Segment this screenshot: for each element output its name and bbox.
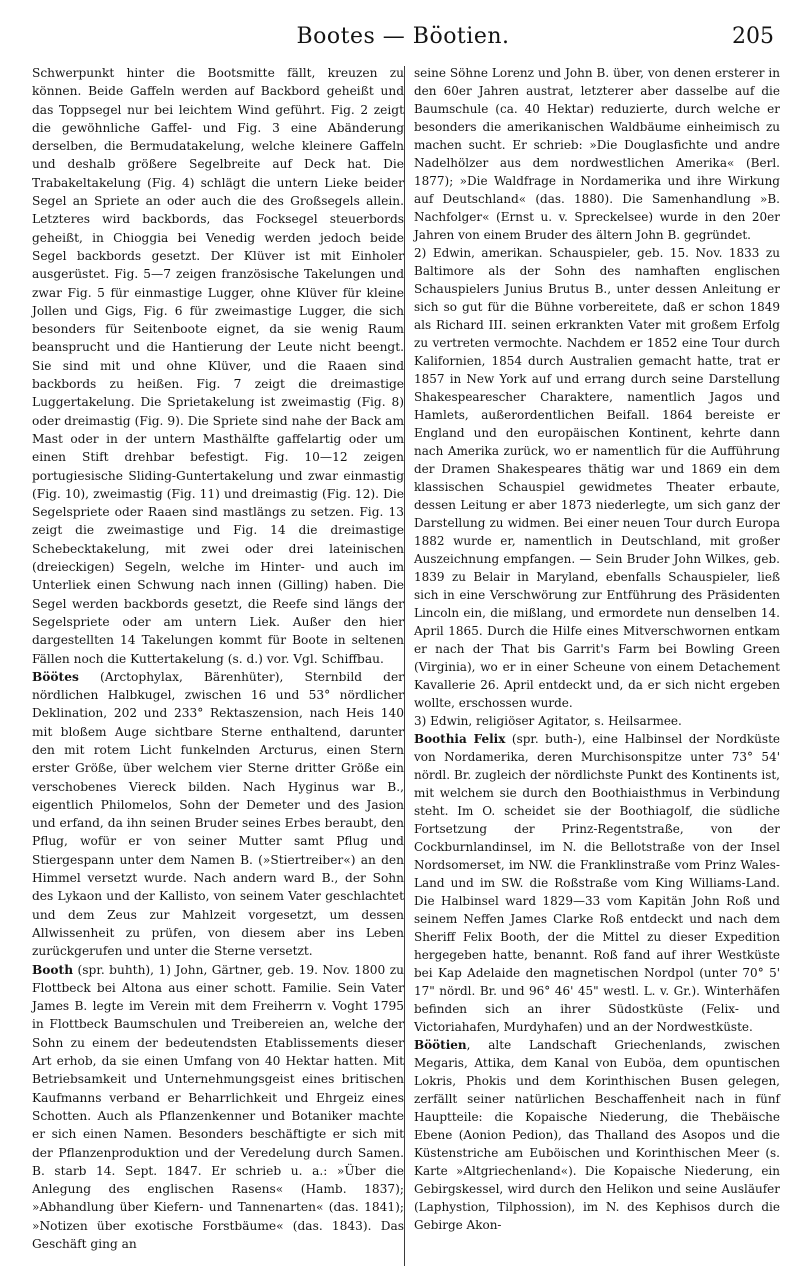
right-column (414, 64, 780, 1234)
headword-boothia-felix: Boothia Felix (414, 732, 506, 746)
entry-boeoetes (32, 668, 404, 961)
entry-booth-edwin-agitator: 3) Edwin, religiöser Agitator, s. Heilsarmee. (414, 714, 682, 728)
entry-boothia-felix-text: (spr. buth-), eine Halbinsel der Nordküste von Nordamerika, deren Murchisonspitze unter 73° 54' nördl. Br. zugleich der nördlichste Punkt des Kontinents ist, mit welchem sie durch den Boothiaisthmus in Verbindung steht. Im O. scheidet sie der Boothiagolf, die südliche Fortsetzung der Prinz-Regentstraße, von der Cockburnlandinsel, im N. die Bellotstraße von der Insel Nordsomerset, im NW. die Franklinstraße vom Prinz Wales-Land und im SW. die Roßstraße vom King Williams-Land. Die Halbinsel ward 1829—33 vom Kapitän John Roß und seinem Neffen James Clarke Roß entdeckt und nach dem Sheriff Felix Booth, der die Mittel zu dieser Expedition hergegeben hatte, benannt. Roß fand auf ihrer Westküste bei Kap Adelaide den magnetischen Nordpol (unter 70° 5' 17" nördl. Br. und 96° 46' 45" westl. L. v. Gr.). Winterhäfen befinden sich an ihrer Südostküste (Felix- und Victoriahafen, Murdyhafen) und an der Nordwestküste. (414, 732, 780, 1034)
entry-booth (32, 961, 404, 1254)
entry-boothia-felix (414, 730, 780, 1036)
headword-booth: Booth (32, 962, 74, 977)
entry-booth-text: (spr. buhth), 1) John, Gärtner, geb. 19. Nov. 1800 zu Flottbeck bei Altona aus einer schott. Familie. Sein Vater James B. legte im Verein mit dem Freiherrn v. Voght 1795 in Flottbeck Baumschulen und Treibereien an, welche der Sohn zu einem der bedeutendsten Etablissements dieser Art erhob, da sie einen Umfang von 40 Hektar hatten. Mit Betriebsamkeit und Unternehmungsgeist eines britischen Kaufmanns verband er Beharrlichkeit und Ehrgeiz eines Schotten. Auch als Pflanzenkenner und Botaniker machte er sich einen Namen. Besonders beschäftigte er sich mit der Pflanzenproduktion und der Veredelung durch Samen. B. starb 14. Sept. 1847. Er schrieb u. a.: »Über die Anlegung des englischen Rasens« (Hamb. 1837); »Abhandlung über Kiefern- und Tannenarten« (das. 1841); »Notizen über exotische Forstbäume« (das. 1843). Das Geschäft ging an (32, 962, 404, 1251)
entry-boeotien (414, 1036, 780, 1234)
entry-boeotien-text: , alte Landschaft Griechenlands, zwischen Megaris, Attika, dem Kanal von Euböa, dem opuntischen Lokris, Phokis und dem Korinthischen Busen gelegen, zerfällt seiner natürlichen Beschaffenheit nach in fünf Hauptteile: die Kopaische Niederung, die Thebäische Ebene (Aonion Pedion), das Thalland des Asopos und die Küstenstriche am Euböischen und Korinthischen Meer (s. Karte »Altgriechenland«). Die Kopaische Niederung, ein Gebirgskessel, wird durch den Helikon und seine Ausläufer (Laphystion, Tilphossion), im N. des Kephisos durch die Gebirge Akon- (414, 1038, 780, 1232)
entry-bootes-continuation: Schwerpunkt hinter die Bootsmitte fällt, kreuzen zu können. Beide Gaffeln werden auf Backbord geheißt und das Toppsegel nur bei leichtem Wind geführt. Fig. 2 zeigt die gewöhnliche Gaffel- und Fig. 3 eine Abänderung derselben, die Bermudatakelung, welche kleinere Gaffeln und deshalb größere Segelbreite auf Deck hat. Die Trabakeltakelung (Fig. 4) schlägt die untern Lieke beider Segel an Spriete an oder auch die des Großsegels allein. Letzteres wird backbords, das Focksegel steuerbords geheißt, in Chioggia bei Venedig werden jedoch beide Segel backbords gesetzt. Der Klüver ist mit Einholer ausgerüstet. Fig. 5—7 zeigen französische Takelungen und zwar Fig. 5 für einmastige Lugger, ohne Klüver für kleine Jollen und Gigs, Fig. 6 für zweimastige Lugger, die sich besonders für Seitenboote eignet, da sie wenig Raum beansprucht und die Hantierung der Leute nicht beengt. Sie sind mit und ohne Klüver, und die Raaen sind backbords zu heißen. Fig. 7 zeigt die dreimastige Luggertakelung. Die Sprietakelung ist zweimastig (Fig. 8) oder dreimastig (Fig. 9). Die Spriete sind nahe der Back am Mast oder in der untern Masthälfte gaffelartig oder um einen Stift drehbar befestigt. Fig. 10—12 zeigen portugiesische Sliding-Guntertakelung und zwar einmastig (Fig. 10), zweimastig (Fig. 11) und dreimastig (Fig. 12). Die Segelspriete oder Raaen sind mastlängs zu setzen. Fig. 13 zeigt die zweimastige und Fig. 14 die dreimastige Schebecktakelung, mit zwei oder drei lateinischen (dreieckigen) Segeln, welche im Hinter- und auch im Unterliek einen Schwung nach innen (Gilling) haben. Die Segel werden backbords gesetzt, die Reefe sind längs der Segelspriete oder am untern Liek. Außer den hier dargestellten 14 Takelungen kommt für Boote in seltenen Fällen noch die Kuttertakelung (s. d.) vor. Vgl. Schiffbau. (32, 66, 404, 666)
running-title: Bootes — Böotien. (296, 24, 510, 49)
column-divider (404, 66, 405, 1266)
left-column (32, 64, 404, 1253)
page-number: 205 (732, 24, 774, 49)
headword-boeoetes: Böötes (32, 669, 79, 684)
entry-boeoetes-text: (Arctophylax, Bärenhüter), Sternbild der nördlichen Halbkugel, zwischen 16 und 53° nördlicher Deklination, 202 und 233° Rektaszension, nach Heis 140 mit bloßem Auge sichtbare Sterne enthaltend, darunter den mit rotem Licht funkelnden Arcturus, einen Stern erster Größe, über welchem vier Sterne dritter Größe ein verschobenes Viereck bilden. Nach Hyginus war B., eigentlich Philomelos, Sohn der Demeter und des Jasion und erfand, da ihn seinen Bruder seines Erbes beraubt, den Pflug, wofür er von seiner Mutter samt Pflug und Stiergespann unter dem Namen B. (»Stiertreiber«) an den Himmel versetzt wurde. Nach andern ward B., der Sohn des Lykaon und der Kallisto, von seinem Vater geschlachtet und dem Zeus zur Mahlzeit vorgesetzt, um dessen Allwissenheit zu prüfen, von diesem aber ins Leben zurückgerufen und unter die Sterne versetzt. (32, 669, 404, 959)
entry-booth-edwin: 2) Edwin, amerikan. Schauspieler, geb. 15. Nov. 1833 zu Baltimore als der Sohn des namhaften englischen Schauspielers Junius Brutus B., unter dessen Anleitung er sich so gut für die Bühne vorbereitete, daß er schon 1849 als Richard III. seinen erkrankten Vater mit großem Erfolg zu vertreten vermochte. Nachdem er 1852 eine Tour durch Kalifornien, 1854 durch Australien gemacht hatte, trat er 1857 in New York auf und errang durch seine Darstellung Shakespearescher Charaktere, namentlich Jagos und Hamlets, außerordentlichen Beifall. 1864 bereiste er England und den europäischen Kontinent, kehrte dann nach Amerika zurück, wo er namentlich für die Aufführung der Dramen Shakespeares thätig war und 1869 ein dem klassischen Schauspiel gewidmetes Theater erbaute, dessen Leitung er aber 1873 niederlegte, um sich ganz der Darstellung zu widmen. Bei einer neuen Tour durch Europa 1882 wurde er, namentlich in Deutschland, mit großer Auszeichnung empfangen. — Sein Bruder John Wilkes, geb. 1839 zu Belair in Maryland, ebenfalls Schauspieler, ließ sich in eine Verschwörung zur Entführung des Präsidenten Lincoln ein, die mißlang, und ermordete nun denselben 14. April 1865. Durch die Hilfe eines Mitverschwornen entkam er nach der That bis Garrit's Farm bei Bowling Green (Virginia), wo er in einer Scheune von einem Detachement Kavallerie 26. April entdeckt und, da er sich nicht ergeben wollte, erschossen wurde. (414, 246, 780, 710)
page-header (32, 10, 774, 62)
headword-boeotien: Böötien (414, 1038, 467, 1052)
entry-booth-continuation: seine Söhne Lorenz und John B. über, von denen ersterer in den 60er Jahren austrat, letzterer aber dasselbe auf die Baumschule (ca. 40 Hektar) reduzierte, durch welche er besonders die amerikanischen Waldbäume einheimisch zu machen sucht. Er schrieb: »Die Douglasfichte und andre Nadelhölzer aus dem nordwestlichen Amerika« (Berl. 1877); »Die Waldfrage in Nordamerika und ihre Wirkung auf Deutschland« (das. 1880). Die Samenhandlung »B. Nachfolger« (Ernst u. v. Spreckelsee) wurde in den 20er Jahren von einem Bruder des ältern John B. gegründet. (414, 66, 780, 242)
